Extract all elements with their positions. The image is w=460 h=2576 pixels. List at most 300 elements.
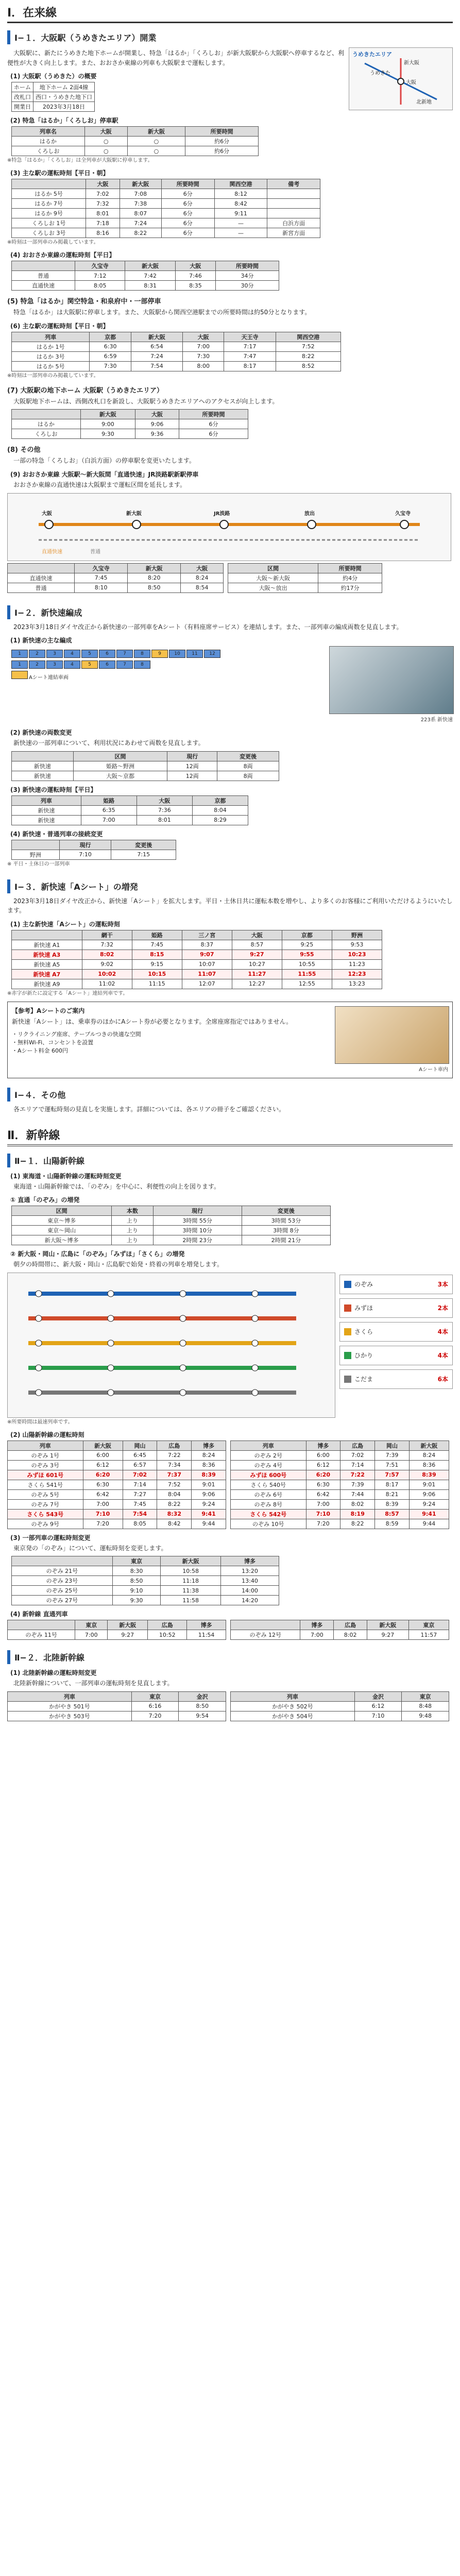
table-cell: 8両 xyxy=(217,771,279,781)
train-car: 5 xyxy=(81,660,98,669)
item-heading: (4) 新幹線 直通列車 xyxy=(10,1611,68,1618)
special-rapid-timetable xyxy=(11,795,248,825)
a-seat-timetable xyxy=(11,930,382,989)
table-cell: のぞみ 12号 xyxy=(231,1630,300,1640)
table-row xyxy=(8,1489,226,1499)
table-cell: 西口・うめきた地下口 xyxy=(33,92,95,102)
table-header-cell: 現行 xyxy=(167,751,217,761)
table-header-cell: 大阪 xyxy=(183,332,224,342)
station-label: 久宝寺 xyxy=(395,511,411,517)
table-row xyxy=(12,199,320,209)
table-cell: 9:41 xyxy=(192,1509,226,1519)
table-cell: 8:04 xyxy=(192,805,248,815)
table-row xyxy=(12,1576,279,1586)
table-cell: くろしお xyxy=(12,146,85,156)
legend-label: 直通快速 xyxy=(42,549,62,555)
table-cell: 8両 xyxy=(217,761,279,771)
table-cell: 8:22 xyxy=(157,1499,192,1509)
table-row xyxy=(8,1630,226,1640)
table-cell: 11:38 xyxy=(161,1586,221,1596)
table-cell: 普通 xyxy=(8,583,75,592)
table-row xyxy=(8,573,224,583)
item-heading: ① 直通「のぞみ」の増発 xyxy=(10,1196,80,1204)
info-item: ・Aシート料金 600円 xyxy=(12,1047,69,1054)
table-cell: 7:52 xyxy=(276,342,340,351)
station-label: 放出 xyxy=(304,511,315,517)
table-row xyxy=(12,959,382,969)
table-cell: 7:45 xyxy=(132,940,182,950)
table-cell: 9:44 xyxy=(192,1519,226,1529)
table-cell: 8:02 xyxy=(340,1499,375,1509)
table-header-cell: 備考 xyxy=(267,179,320,189)
table-note: ※赤字が新たに設定する「Aシート」連結列車です。 xyxy=(7,990,128,996)
sanyo-up-table xyxy=(230,1440,449,1529)
info-box xyxy=(7,1002,453,1078)
table-cell: 7:20 xyxy=(306,1519,340,1529)
table-cell: 11:15 xyxy=(132,979,182,989)
paragraph: 大阪駅地下ホームは、西側改札口を新設し、大阪駅うめきたエリアへのアクセスが向上します。 xyxy=(13,397,279,405)
legend-swatch xyxy=(344,1352,351,1359)
table-cell: のぞみ 3号 xyxy=(8,1460,83,1470)
table-row xyxy=(12,979,382,989)
table-cell: 6:12 xyxy=(306,1460,340,1470)
table-cell: 12:27 xyxy=(232,979,282,989)
station-dot xyxy=(252,1340,258,1346)
table-header-cell xyxy=(12,410,81,419)
table-cell: くろしお 3号 xyxy=(12,228,86,238)
train-car: 6 xyxy=(99,650,115,658)
station-dot xyxy=(108,1315,114,1321)
table-cell: 2時間 21分 xyxy=(242,1235,330,1245)
table-row xyxy=(12,92,95,102)
table-row xyxy=(12,1235,331,1245)
time-change-table xyxy=(11,1556,279,1605)
table-cell: 12:07 xyxy=(182,979,232,989)
item-heading: (7) 大阪駅の地下ホーム 大阪駅（うめきたエリア） xyxy=(7,386,163,395)
table-cell: 11:54 xyxy=(187,1630,226,1640)
table-header-cell: 列車 xyxy=(8,1691,132,1701)
table-cell: 7:10 xyxy=(306,1509,340,1519)
table-cell: — xyxy=(214,218,267,228)
table-cell: 6分 xyxy=(161,209,214,218)
table-cell: 大阪〜新大阪 xyxy=(228,573,318,583)
table-cell: はるか 7号 xyxy=(12,199,86,209)
table-cell: 7:00 xyxy=(183,342,224,351)
paragraph: 各エリアで運転時刻の見直しを実施します。詳細については、各エリアの冊子をご確認ください。 xyxy=(13,1105,285,1113)
table-cell: 9:06 xyxy=(135,419,179,429)
table-cell: 8:22 xyxy=(120,228,161,238)
section-title: Ⅱ．新幹線 xyxy=(7,1126,453,1146)
hokuriku-up-table xyxy=(230,1691,449,1721)
table-cell: 10:02 xyxy=(82,969,132,979)
table-cell: 9:53 xyxy=(332,940,382,950)
table-cell: 8:24 xyxy=(192,1450,226,1460)
table-header-cell: 広島 xyxy=(334,1620,367,1630)
table-header-cell xyxy=(12,261,75,271)
table-cell: 7:20 xyxy=(83,1519,123,1529)
table-header-cell: 博多 xyxy=(220,1556,279,1566)
table-cell: 8:17 xyxy=(224,361,276,371)
table-cell: 8:50 xyxy=(112,1576,161,1586)
table-cell: 13:40 xyxy=(220,1576,279,1586)
station-dot xyxy=(252,1315,258,1321)
info-text: 新快速「Aシート」は、乗車券のほかにAシート券が必要となります。全席座席指定ではありません。 xyxy=(12,1018,293,1025)
table-cell: はるか 3号 xyxy=(12,351,90,361)
table-row xyxy=(12,950,382,959)
table-header-cell: 博多 xyxy=(306,1440,340,1450)
table-header-cell: 列車 xyxy=(8,1440,83,1450)
table-row xyxy=(228,583,382,592)
section-title: Ⅰ．在来線 xyxy=(7,3,453,23)
table-header-cell: 新大阪 xyxy=(128,563,181,573)
table-cell: 7:00 xyxy=(83,1499,123,1509)
table-row xyxy=(12,1216,331,1226)
map-label: 新大阪 xyxy=(404,60,419,66)
table-cell: 10:15 xyxy=(132,969,182,979)
train-formation-a xyxy=(11,649,325,658)
table-header-cell: 列車 xyxy=(12,332,90,342)
station-dot xyxy=(108,1340,114,1346)
train-car: 2 xyxy=(29,650,45,658)
item-heading: (3) 一部列車の運転時刻変更 xyxy=(10,1534,91,1541)
table-cell: 8:50 xyxy=(179,1701,226,1711)
train-formation-b xyxy=(11,660,325,669)
table-cell: さくら 543号 xyxy=(8,1509,83,1519)
train-car: 5 xyxy=(81,650,98,658)
table-cell: のぞみ 5号 xyxy=(8,1489,83,1499)
subsection-title: Ⅱ−１．山陽新幹線 xyxy=(7,1154,453,1167)
table-cell: 9:01 xyxy=(409,1480,449,1489)
table-cell: 3時間 8分 xyxy=(242,1226,330,1235)
table-cell: 9:00 xyxy=(80,419,135,429)
sanyo-down-table xyxy=(7,1440,226,1529)
table-row xyxy=(231,1509,449,1519)
table-header-cell: 所要時間 xyxy=(161,179,214,189)
table-cell: 8:57 xyxy=(232,940,282,950)
table-cell: 7:08 xyxy=(120,189,161,199)
table-cell: 9:06 xyxy=(192,1489,226,1499)
station-dot xyxy=(36,1340,42,1346)
table-cell: 11:18 xyxy=(161,1576,221,1586)
table-cell: 新快速 A5 xyxy=(12,959,82,969)
station-dot xyxy=(252,1389,258,1396)
item-heading: (5) 特急「はるか」関空特急・和泉府中・一部停車 xyxy=(7,298,161,306)
table-row xyxy=(231,1499,449,1509)
table-header-cell: 大阪 xyxy=(137,795,192,805)
table-cell: 6:57 xyxy=(123,1460,157,1470)
table-cell: 13:23 xyxy=(332,979,382,989)
table-cell: 新快速 xyxy=(12,771,74,781)
table-cell: 7:36 xyxy=(137,805,192,815)
station-dot xyxy=(180,1291,186,1297)
table-cell: のぞみ 8号 xyxy=(231,1499,306,1509)
table-cell: 11:58 xyxy=(161,1596,221,1605)
item-heading: (1) 新快速の主な編成 xyxy=(10,637,72,645)
station-label: JR淡路 xyxy=(214,511,230,517)
table-header-cell: 列車名 xyxy=(12,127,85,137)
table-header-cell: 現行 xyxy=(59,840,111,850)
paragraph: 特急「はるか」は大阪駅に停車します。また、大阪駅から関西空港駅までの所要時間は約50分となります。 xyxy=(13,309,311,316)
table-cell: 8:32 xyxy=(157,1509,192,1519)
table-header-cell: 京都 xyxy=(90,332,131,342)
train-car: 4 xyxy=(64,650,80,658)
table-cell: 8:00 xyxy=(183,361,224,371)
table-cell: 6:20 xyxy=(306,1470,340,1480)
table-row xyxy=(228,573,382,583)
legend-swatch xyxy=(344,1304,351,1312)
station-label: 新大阪 xyxy=(126,511,142,517)
table-cell: かがやき 504号 xyxy=(231,1711,355,1721)
table-row xyxy=(12,419,248,429)
subsection-title: Ⅰ−２．新快速編成 xyxy=(7,605,453,619)
table-header-cell: 新大阪 xyxy=(367,1620,409,1630)
table-cell: はるか 5号 xyxy=(12,189,86,199)
table-header-cell: 区間 xyxy=(228,563,318,573)
table-cell: 8:16 xyxy=(86,228,120,238)
frequency-row xyxy=(339,1275,453,1294)
table-cell: 6:59 xyxy=(90,351,131,361)
table-cell: 7:17 xyxy=(224,342,276,351)
table-cell: 7:10 xyxy=(354,1711,402,1721)
table-cell: 30分 xyxy=(216,281,279,291)
connection-table xyxy=(11,840,176,860)
table-cell: 12両 xyxy=(167,771,217,781)
table-row xyxy=(8,1460,226,1470)
item-heading: (2) 新快速の両数変更 xyxy=(10,729,72,737)
table-cell: 7:02 xyxy=(340,1450,375,1460)
table-cell xyxy=(267,199,320,209)
table-cell: ホーム xyxy=(12,82,33,92)
table-cell: 6分 xyxy=(161,218,214,228)
timetable-main xyxy=(11,179,320,238)
table-header-cell: 東京 xyxy=(402,1691,449,1701)
table-cell: 8:12 xyxy=(214,189,267,199)
table-cell: — xyxy=(214,228,267,238)
table-cell: 7:45 xyxy=(123,1499,157,1509)
table-row xyxy=(12,228,320,238)
table-row xyxy=(12,761,279,771)
table-cell: 8:21 xyxy=(375,1489,410,1499)
train-car: 8 xyxy=(134,660,150,669)
frequency-count: 2本 xyxy=(437,1304,448,1312)
table-cell: 8:54 xyxy=(181,583,224,592)
table-row xyxy=(12,1596,279,1605)
table-cell: 9:24 xyxy=(192,1499,226,1509)
table-cell: 6分 xyxy=(179,419,248,429)
table-row xyxy=(8,1509,226,1519)
table-header-cell: 金沢 xyxy=(179,1691,226,1701)
paragraph: 一部の特急「くろしお」（白浜方面）の停車駅を変更いたします。 xyxy=(13,457,196,465)
table-row xyxy=(12,351,341,361)
table-header-cell: 東京 xyxy=(408,1620,449,1630)
table-cell: 8:30 xyxy=(112,1566,161,1576)
table-cell: 改札口 xyxy=(12,92,33,102)
hokuriku-down-table xyxy=(7,1691,226,1721)
table-cell: 3時間 10分 xyxy=(153,1226,242,1235)
frequency-count: 4本 xyxy=(437,1352,448,1360)
table-cell: 7:02 xyxy=(86,189,120,199)
table-cell: 新快速 xyxy=(12,805,81,815)
table-cell: 7:22 xyxy=(157,1450,192,1460)
table-row xyxy=(231,1460,449,1470)
table-row xyxy=(12,137,259,146)
frequency-count: 3本 xyxy=(437,1281,448,1289)
through-up-table xyxy=(230,1620,449,1640)
table-row xyxy=(8,1519,226,1529)
table-cell: さくら 540号 xyxy=(231,1480,306,1489)
table-header-cell: 列車 xyxy=(231,1440,306,1450)
table-cell: 8:42 xyxy=(157,1519,192,1529)
legend-label: こだま xyxy=(354,1376,373,1383)
table-cell: 7:54 xyxy=(131,361,182,371)
table-cell: 10:58 xyxy=(161,1566,221,1576)
table-cell: はるか xyxy=(12,419,81,429)
table-cell: 7:34 xyxy=(157,1460,192,1470)
station-dot xyxy=(108,1365,114,1371)
train-car: 7 xyxy=(116,660,133,669)
table-cell: 7:39 xyxy=(340,1480,375,1489)
table-cell: ○ xyxy=(127,146,185,156)
table-cell: 6:30 xyxy=(83,1480,123,1489)
table-cell: 3時間 53分 xyxy=(242,1216,330,1226)
table-cell: 7:38 xyxy=(120,199,161,209)
table-header-cell xyxy=(231,1620,300,1630)
table-header-cell: 網干 xyxy=(82,930,132,940)
table-cell: 8:24 xyxy=(409,1450,449,1460)
table-header-cell: 関西空港 xyxy=(276,332,340,342)
table-cell: 6:12 xyxy=(83,1460,123,1470)
table-cell: 7:30 xyxy=(183,351,224,361)
table-cell: 9:07 xyxy=(182,950,232,959)
table-cell: 7:18 xyxy=(86,218,120,228)
shinkansen-diagram xyxy=(7,1273,335,1418)
table-header-cell: 新大阪 xyxy=(108,1620,148,1630)
table-cell: かがやき 503号 xyxy=(8,1711,132,1721)
table-header-cell xyxy=(12,751,74,761)
table-cell: 新快速 A3 xyxy=(12,950,82,959)
a-seat-photo xyxy=(335,1006,449,1064)
table-header-cell: 区間 xyxy=(12,1206,112,1216)
table-header-cell: 変更後 xyxy=(217,751,279,761)
table-header-cell: 所要時間 xyxy=(318,563,382,573)
table-cell: 8:15 xyxy=(132,950,182,959)
table-header-cell: 所要時間 xyxy=(216,261,279,271)
table-cell: 9:25 xyxy=(282,940,332,950)
table-cell: 9:36 xyxy=(135,429,179,439)
table-header-cell: 本数 xyxy=(112,1206,153,1216)
table-cell: くろしお xyxy=(12,429,81,439)
station-dot xyxy=(36,1365,42,1371)
train-car: 1 xyxy=(11,660,28,669)
table-header-cell: 姫路 xyxy=(81,795,137,805)
table-cell: 6:00 xyxy=(306,1450,340,1460)
table-header-cell: 新大阪 xyxy=(409,1440,449,1450)
legend-label: のぞみ xyxy=(354,1281,373,1289)
table-cell: 6:54 xyxy=(131,342,182,351)
train-car: 3 xyxy=(46,650,63,658)
table-cell: かがやき 502号 xyxy=(231,1701,355,1711)
table-cell: 7:24 xyxy=(120,218,161,228)
info-title: 【参考】Aシートのご案内 xyxy=(12,1007,85,1014)
subsection-title: Ⅰ−１．大阪駅（うめきたエリア）開業 xyxy=(7,30,453,44)
paragraph: 朝夕の時間帯に、新大阪・岡山・広島駅で始発・終着の列車を増発します。 xyxy=(13,1261,224,1268)
table-cell: 10:52 xyxy=(148,1630,187,1640)
table-note: ※時刻は一部列車のみ掲載しています。 xyxy=(7,240,99,246)
table-cell: 7:47 xyxy=(224,351,276,361)
table-cell: 6分 xyxy=(161,228,214,238)
table-cell: 7:39 xyxy=(375,1450,410,1460)
paragraph: 北陸新幹線について、一部列車の運転時刻を見直します。 xyxy=(13,1680,174,1687)
frequency-panel xyxy=(339,1273,453,1393)
table-row xyxy=(12,189,320,199)
overview-table xyxy=(11,82,95,112)
table-cell: 14:00 xyxy=(220,1586,279,1596)
table-cell: 7:54 xyxy=(123,1509,157,1519)
item-heading: (1) 東海道・山陽新幹線の運転時刻変更 xyxy=(10,1172,122,1180)
table-cell: 7:14 xyxy=(340,1460,375,1470)
table-cell: 9:48 xyxy=(402,1711,449,1721)
table-cell: 6:30 xyxy=(306,1480,340,1489)
through-down-table xyxy=(7,1620,226,1640)
table-cell: ○ xyxy=(84,137,127,146)
table-header-cell xyxy=(8,563,75,573)
paragraph: おおさか東線の直通快速は大阪駅まで運転区間を延長します。 xyxy=(13,481,186,488)
table-cell: 7:22 xyxy=(340,1470,375,1480)
station-dot xyxy=(108,1291,114,1297)
table-cell: みずほ 600号 xyxy=(231,1470,306,1480)
item-heading: (1) 主な新快速「Aシート」の運転時刻 xyxy=(10,920,120,928)
table-cell: 約4分 xyxy=(318,573,382,583)
table-cell: 9:01 xyxy=(192,1480,226,1489)
table-row xyxy=(12,102,95,112)
table-cell xyxy=(267,189,320,199)
table-row xyxy=(12,771,279,781)
table-cell: かがやき 501号 xyxy=(8,1701,132,1711)
table-cell: 8:39 xyxy=(375,1499,410,1509)
table-header-cell: 姫路 xyxy=(132,930,182,940)
table-cell: 新快速 xyxy=(12,761,74,771)
map-svg xyxy=(349,48,452,110)
table-cell: 8:02 xyxy=(82,950,132,959)
table-cell: 7:10 xyxy=(83,1509,123,1519)
table-cell: 6:35 xyxy=(81,805,137,815)
table-header-cell: 久宝寺 xyxy=(75,261,125,271)
table-header-cell: 所要時間 xyxy=(185,127,259,137)
table-header-cell: 京都 xyxy=(192,795,248,805)
item-heading: (2) 山陽新幹線の運転時刻 xyxy=(10,1431,84,1438)
table-row xyxy=(12,1586,279,1596)
item-heading: (6) 主な駅の運転時刻【平日・朝】 xyxy=(10,322,109,330)
table-cell: 普通 xyxy=(12,271,75,281)
table-row xyxy=(12,850,176,859)
table-cell: 新快速 A1 xyxy=(12,940,82,950)
table-header-cell: 新大阪 xyxy=(161,1556,221,1566)
table-row xyxy=(231,1711,449,1721)
table-cell: はるか 1号 xyxy=(12,342,90,351)
table-cell: 9:55 xyxy=(282,950,332,959)
table-cell: 約6分 xyxy=(185,146,259,156)
table-cell: 9:10 xyxy=(112,1586,161,1596)
table-cell: 7:27 xyxy=(123,1489,157,1499)
table-row xyxy=(8,583,224,592)
table-cell: 9:30 xyxy=(80,429,135,439)
table-cell: のぞみ 9号 xyxy=(8,1519,83,1529)
table-cell: 7:51 xyxy=(375,1460,410,1470)
table-cell: 6分 xyxy=(161,189,214,199)
table-cell: 7:32 xyxy=(82,940,132,950)
table-cell: 6:45 xyxy=(123,1450,157,1460)
table-cell: 11:07 xyxy=(182,969,232,979)
